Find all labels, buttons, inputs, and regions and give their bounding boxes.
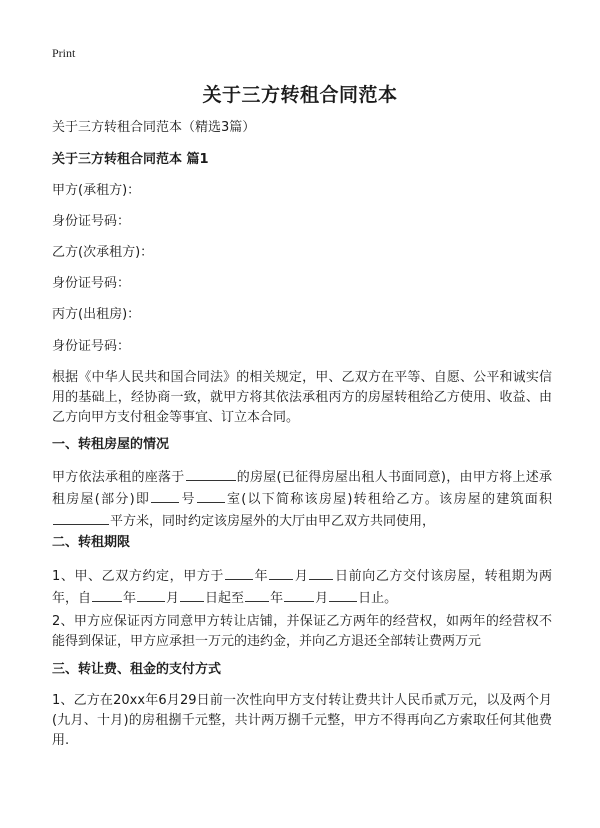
field-lessee-id: 身份证号码：: [52, 214, 131, 229]
section-3-heading: 三、转让费、租金的支付方式: [52, 662, 222, 677]
blank-day: [329, 587, 357, 602]
print-link[interactable]: Print: [52, 46, 76, 60]
section-3-paragraph-1: 1、乙方在20xx年6月29日前一次性向甲方支付转让费共计人民币贰万元，以及两个月(九月、十月)的房租捌千元整，共计两万捌千元整，甲方不得再向乙方索取任何其他费用.: [52, 693, 552, 748]
blank-year: [225, 565, 253, 580]
blank-month: [284, 587, 314, 602]
blank-area: [53, 510, 109, 525]
text-segment: 平方米，同时约定该房屋外的大厅由甲乙双方共同使用，: [110, 514, 436, 529]
blank-month: [137, 587, 165, 602]
text-segment: 1、甲、乙双方约定，甲方于: [52, 569, 225, 584]
blank-number: [151, 488, 179, 503]
section-1-heading: 一、转租房屋的情况: [52, 437, 170, 452]
blank-year: [245, 587, 269, 602]
field-sublessee-id: 身份证号码：: [52, 276, 131, 291]
section-1-paragraph: [52, 466, 552, 532]
text-segment: 日起至: [205, 591, 245, 606]
text-segment: 的房屋(已征得房屋出租人书面同意)，由甲方将上述承租房屋(部分)即: [52, 470, 552, 507]
field-lessor: 丙方(出租房)：: [52, 307, 141, 322]
text-segment: 月: [315, 591, 329, 606]
text-segment: 年: [123, 591, 137, 606]
text-segment: 月: [294, 569, 309, 584]
blank-year: [92, 587, 122, 602]
text-segment: 年: [270, 591, 284, 606]
text-segment: 日止。: [358, 591, 398, 606]
subtitle: 关于三方转租合同范本（精选3篇）: [52, 120, 256, 135]
section-heading: 关于三方转租合同范本 篇1: [52, 152, 209, 167]
text-segment: 甲方依法承租的座落于: [52, 470, 185, 485]
text-segment: 月: [166, 591, 180, 606]
blank-address: [186, 466, 236, 481]
text-segment: 日前向乙方交付该房屋，转租期为两年，自: [52, 569, 552, 606]
intro-paragraph: 根据《中华人民共和国合同法》的相关规定，甲、乙双方在平等、自愿、公平和诚实信用的基础上，经协商一致，就甲方将其依法承租丙方的房屋转租给乙方使用、收益、由乙方向甲方支付租金等事宜、订立本合同。: [52, 370, 552, 425]
text-segment: 室(以下简称该房屋)转租给乙方。该房屋的建筑面积: [225, 492, 552, 507]
page-title: 关于三方转租合同范本: [202, 84, 398, 106]
section-2-paragraph-2: 2、甲方应保证丙方同意甲方转让店铺，并保证乙方两年的经营权，如两年的经营权不能得到保证，甲方应承担一万元的违约金，并向乙方退还全部转让费两万元: [52, 614, 552, 649]
field-lessor-id: 身份证号码：: [52, 339, 131, 354]
text-segment: 年: [254, 569, 269, 584]
text-segment: 号: [180, 492, 196, 507]
section-2-paragraph-1: [52, 565, 552, 609]
section-2-heading: 二、转租期限: [52, 535, 131, 550]
blank-room: [197, 488, 225, 503]
field-sublessee: 乙方(次承租方)：: [52, 245, 154, 260]
blank-day: [180, 587, 204, 602]
blank-month: [269, 565, 293, 580]
field-lessee: 甲方(承租方)：: [52, 183, 141, 198]
blank-day: [309, 565, 333, 580]
